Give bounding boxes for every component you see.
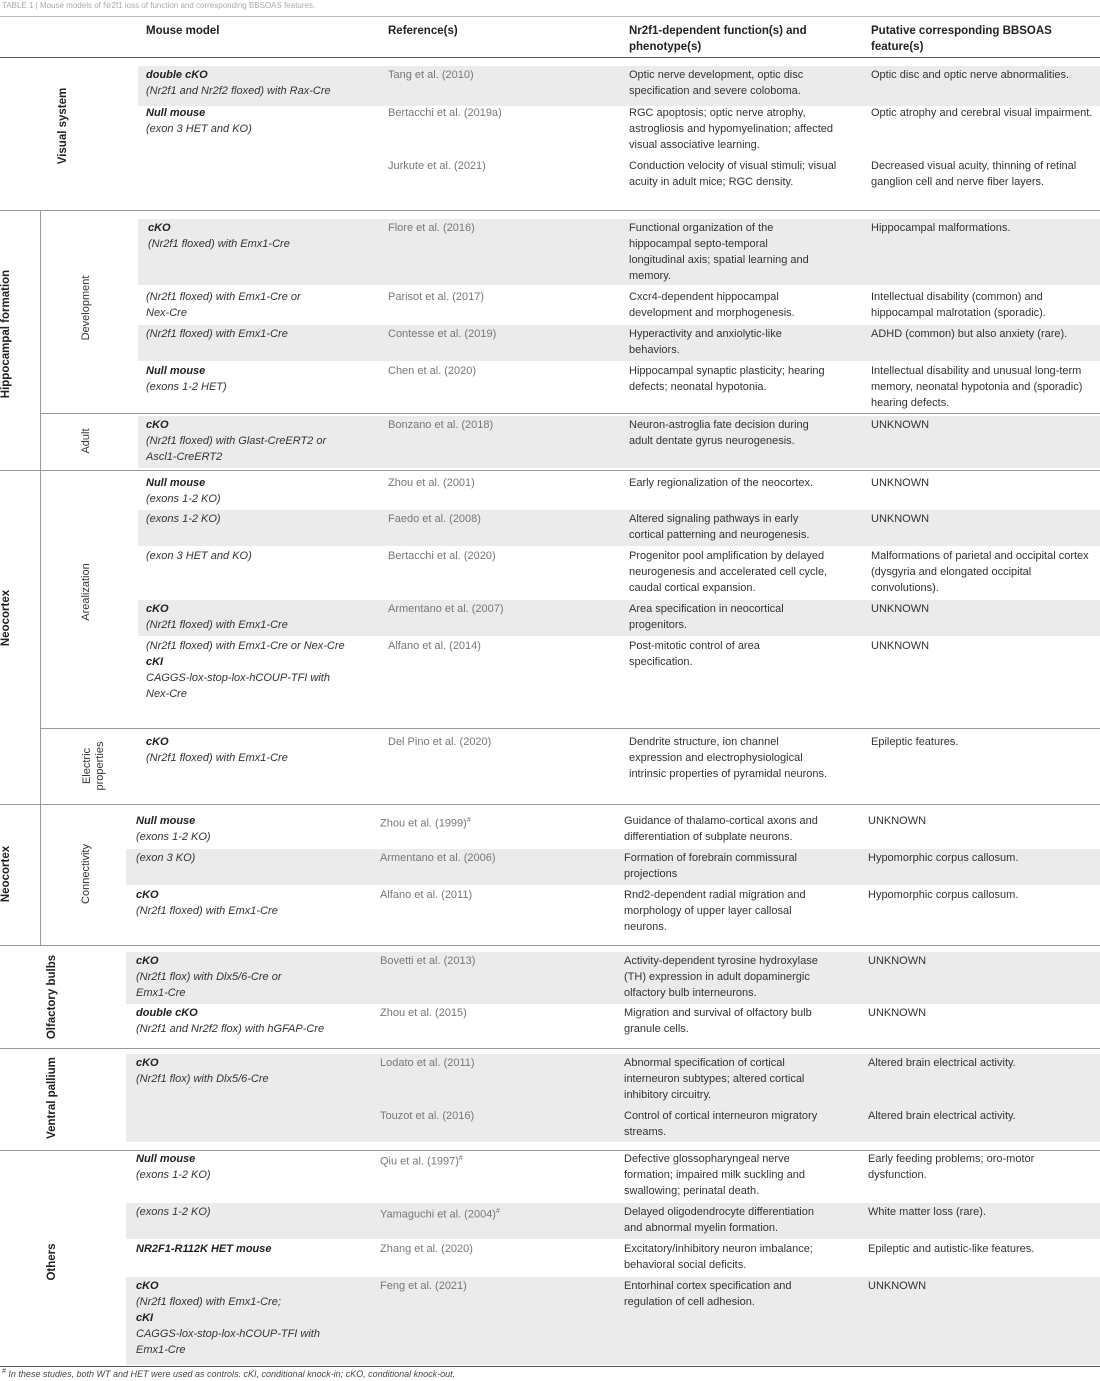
reference-cell: Alfano et al. (2011) bbox=[380, 889, 473, 901]
section-others: Others bbox=[46, 1243, 58, 1281]
subsection-connectivity: Connectivity bbox=[80, 844, 92, 904]
function-cell: Formation of forebrain commissural projections bbox=[624, 852, 798, 880]
model-detail: (exons 1-2 KO) bbox=[136, 1169, 211, 1181]
model-detail: CAGGS-lox-stop-lox-hCOUP-TFI with Nex-Cre bbox=[146, 672, 330, 700]
function-cell: Dendrite structure, ion channel expression and electrophysiological intrinsic properties of pyramidal neurons. bbox=[629, 736, 828, 780]
subsection-adult: Adult bbox=[80, 428, 92, 454]
mouse-model-cell bbox=[146, 601, 376, 633]
feature-cell: UNKNOWN bbox=[871, 477, 930, 489]
section-divider bbox=[0, 945, 1100, 946]
subsection-arealization: Arealization bbox=[80, 563, 92, 621]
reference-cell: Zhou et al. (2001) bbox=[388, 477, 475, 489]
header-feature: Putative corresponding BBSOAS feature(s) bbox=[871, 25, 1052, 53]
mouse-model-cell bbox=[146, 475, 376, 507]
header-references: Reference(s) bbox=[388, 25, 458, 37]
mouse-model-cell bbox=[136, 813, 366, 845]
reference-cell: Armentano et al. (2007) bbox=[388, 603, 504, 615]
mouse-model-cell: (Nr2f1 floxed) with Emx1-Cre bbox=[146, 328, 288, 340]
feature-cell: Decreased visual acuity, thinning of retinal ganglion cell and nerve fiber layers. bbox=[871, 160, 1077, 188]
mouse-model-cell bbox=[146, 363, 376, 395]
section-neocortex: Neocortex bbox=[0, 589, 12, 647]
reference-cell: Touzot et al. (2016) bbox=[380, 1110, 475, 1122]
reference-cell: Chen et al. (2020) bbox=[388, 365, 477, 377]
feature-cell: White matter loss (rare). bbox=[868, 1206, 986, 1218]
section-visual-system: Visual system bbox=[57, 87, 69, 165]
function-cell: Conduction velocity of visual stimuli; visual acuity in adult mice; RGC density. bbox=[629, 160, 837, 188]
feature-cell: Epileptic and autistic-like features. bbox=[868, 1243, 1035, 1255]
reference-cell: Zhou et al. (2015) bbox=[380, 1007, 467, 1019]
footnote-text: In these studies, both WT and HET were used as controls. cKI, conditional knock-in; cKO, conditional knock-out. bbox=[8, 1369, 456, 1379]
model-detail: (Nr2f1 and Nr2f2 floxed) with Rax-Cre bbox=[146, 85, 331, 97]
mouse-model-cell: (exons 1-2 KO) bbox=[136, 1206, 211, 1218]
table-bottom-rule bbox=[0, 1366, 1100, 1367]
footnote-mark: # bbox=[495, 1208, 500, 1215]
function-cell: Entorhinal cortex specification and regulation of cell adhesion. bbox=[624, 1280, 792, 1308]
mouse-model-cell: (Nr2f1 floxed) with Emx1-Cre or Nex-Cre bbox=[146, 291, 301, 319]
reference-cell: Tang et al. (2010) bbox=[388, 69, 474, 81]
function-cell: RGC apoptosis; optic nerve atrophy, astrogliosis and hypomyelination; affected visual associative learning. bbox=[629, 107, 834, 151]
model-type: Null mouse bbox=[136, 1153, 196, 1165]
model-type: cKO bbox=[146, 736, 169, 748]
model-detail: (Nr2f1 and Nr2f2 flox) with hGFAP-Cre bbox=[136, 1023, 325, 1035]
table-header bbox=[0, 16, 1100, 58]
model-detail: (Nr2f1 flox) with Dlx5/6-Cre bbox=[136, 1073, 269, 1085]
section-neocortex-connectivity: Neocortex bbox=[0, 845, 12, 903]
feature-cell: UNKNOWN bbox=[871, 419, 930, 431]
footnote-mark: # bbox=[466, 817, 471, 824]
feature-cell: UNKNOWN bbox=[868, 815, 927, 827]
model-type: Null mouse bbox=[146, 107, 206, 119]
reference-cell: Parisot et al. (2017) bbox=[388, 291, 484, 303]
feature-cell: Early feeding problems; oro-motor dysfunction. bbox=[868, 1153, 1035, 1181]
model-detail: (exons 1-2 HET) bbox=[146, 381, 227, 393]
model-detail: (exons 1-2 KO) bbox=[146, 493, 221, 505]
function-cell: Neuron-astroglia fate decision during adult dentate gyrus neurogenesis. bbox=[629, 419, 809, 447]
feature-cell: UNKNOWN bbox=[871, 513, 930, 525]
reference-cell: Bertacchi et al. (2020) bbox=[388, 550, 496, 562]
mouse-model-cell: (exon 3 HET and KO) bbox=[146, 550, 252, 562]
feature-cell: Intellectual disability (common) and hippocampal malrotation (sporadic). bbox=[871, 291, 1046, 319]
model-detail: (Nr2f1 floxed) with Emx1-Cre bbox=[146, 619, 288, 631]
function-cell: Rnd2-dependent radial migration and morphology of upper layer callosal neurons. bbox=[624, 889, 806, 933]
model-detail: (Nr2f1 floxed) with Emx1-Cre; bbox=[136, 1296, 281, 1308]
model-type: cKO bbox=[136, 889, 159, 901]
model-type: cKI bbox=[146, 656, 164, 668]
function-cell: Guidance of thalamo-cortical axons and differentiation of subplate neurons. bbox=[624, 815, 818, 843]
model-detail: (exons 1-2 KO) bbox=[136, 831, 211, 843]
mouse-model-cell bbox=[146, 638, 356, 702]
mouse-model-cell bbox=[136, 1005, 366, 1037]
vertical-rule bbox=[40, 210, 41, 470]
model-type: Null mouse bbox=[146, 477, 206, 489]
function-cell: Optic nerve development, optic disc specification and severe coloboma. bbox=[629, 69, 804, 97]
model-detail: (Nr2f1 floxed) with Emx1-Cre bbox=[146, 752, 288, 764]
header-function: Nr2f1-dependent function(s) and phenotype(s) bbox=[629, 25, 807, 53]
mouse-model-cell bbox=[146, 67, 376, 99]
function-cell: Hippocampal synaptic plasticity; hearing defects; neonatal hypotonia. bbox=[629, 365, 825, 393]
function-cell: Area specification in neocortical progenitors. bbox=[629, 603, 784, 631]
section-divider bbox=[0, 1048, 1100, 1049]
feature-cell: Optic atrophy and cerebral visual impairment. bbox=[871, 107, 1093, 119]
footnote-mark: # bbox=[2, 1368, 6, 1375]
function-cell: Control of cortical interneuron migratory streams. bbox=[624, 1110, 818, 1138]
model-type: Null mouse bbox=[136, 815, 196, 827]
feature-cell: Malformations of parietal and occipital cortex (dysgyria and elongated occipital convolutions). bbox=[871, 550, 1089, 594]
reference-cell: Bovetti et al. (2013) bbox=[380, 955, 476, 967]
function-cell: Activity-dependent tyrosine hydroxylase (TH) expression in adult dopaminergic olfactory bulb interneurons. bbox=[624, 955, 818, 999]
reference-cell: Bertacchi et al. (2019a) bbox=[388, 107, 502, 119]
section-olfactory-bulbs: Olfactory bulbs bbox=[46, 954, 58, 1040]
section-divider bbox=[0, 804, 1100, 805]
reference-cell: Faedo et al. (2008) bbox=[388, 513, 481, 525]
reference-cell: Alfano et al. (2014) bbox=[388, 640, 481, 652]
feature-cell: Epileptic features. bbox=[871, 736, 959, 748]
model-type: double cKO bbox=[136, 1007, 198, 1019]
model-type: cKO bbox=[148, 222, 171, 234]
feature-cell: UNKNOWN bbox=[868, 1280, 927, 1292]
function-cell: Delayed oligodendrocyte differentiation and abnormal myelin formation. bbox=[624, 1206, 814, 1234]
mouse-model-cell: (exons 1-2 KO) bbox=[146, 513, 221, 525]
subsection-divider bbox=[40, 413, 1100, 414]
feature-cell: UNKNOWN bbox=[871, 640, 930, 652]
feature-cell: UNKNOWN bbox=[868, 955, 927, 967]
feature-cell: Hypomorphic corpus callosum. bbox=[868, 889, 1019, 901]
model-detail: (Nr2f1 floxed) with Emx1-Cre or Nex-Cre bbox=[146, 640, 345, 652]
mouse-model-cell bbox=[146, 105, 376, 137]
mouse-model-cell bbox=[136, 953, 316, 1001]
model-type: cKO bbox=[136, 955, 159, 967]
feature-cell: ADHD (common) but also anxiety (rare). bbox=[871, 328, 1068, 340]
mouse-model-cell bbox=[146, 417, 346, 465]
reference-cell: Feng et al. (2021) bbox=[380, 1280, 467, 1292]
model-type: cKO bbox=[136, 1057, 159, 1069]
function-cell: Post-mitotic control of area specification. bbox=[629, 640, 760, 668]
model-type: NR2F1-R112K HET mouse bbox=[136, 1243, 272, 1255]
reference-cell bbox=[380, 813, 605, 832]
mouse-model-cell bbox=[136, 1151, 366, 1183]
function-cell: Excitatory/inhibitory neuron imbalance; behavioral social deficits. bbox=[624, 1243, 813, 1271]
mouse-model-cell bbox=[136, 1055, 366, 1087]
reference-text: Yamaguchi et al. (2004) bbox=[380, 1208, 496, 1221]
mouse-model-cell bbox=[146, 734, 376, 766]
model-type: cKI bbox=[136, 1312, 154, 1324]
reference-cell: Bonzano et al. (2018) bbox=[388, 419, 494, 431]
function-cell: Abnormal specification of cortical interneuron subtypes; altered cortical inhibitory circuitry. bbox=[624, 1057, 805, 1101]
section-divider bbox=[0, 470, 1100, 471]
mouse-model-cell: (exon 3 KO) bbox=[136, 852, 196, 864]
reference-cell: Lodato et al. (2011) bbox=[380, 1057, 475, 1069]
reference-cell: Zhang et al. (2020) bbox=[380, 1243, 473, 1255]
feature-cell: Hippocampal malformations. bbox=[871, 222, 1011, 234]
section-ventral-pallium: Ventral pallium bbox=[46, 1057, 58, 1139]
function-cell: Progenitor pool amplification by delayed neurogenesis and accelerated cell cycle, caudal cortical expansion. bbox=[629, 550, 828, 594]
mouse-model-cell bbox=[136, 1278, 351, 1358]
reference-cell: Del Pino et al. (2020) bbox=[388, 736, 492, 748]
model-detail: (Nr2f1 floxed) with Emx1-Cre bbox=[136, 905, 278, 917]
reference-text: Qiu et al. (1997) bbox=[380, 1155, 459, 1168]
function-cell: Cxcr4-dependent hippocampal development and morphogenesis. bbox=[629, 291, 795, 319]
model-detail: (Nr2f1 floxed) with Emx1-Cre bbox=[148, 238, 290, 250]
reference-cell: Armentano et al. (2006) bbox=[380, 852, 496, 864]
model-type: cKO bbox=[146, 603, 169, 615]
table-footnote bbox=[2, 1368, 455, 1379]
feature-cell: Altered brain electrical activity. bbox=[868, 1057, 1016, 1069]
feature-cell: Hypomorphic corpus callosum. bbox=[868, 852, 1019, 864]
model-type: Null mouse bbox=[146, 365, 206, 377]
model-type: double cKO bbox=[146, 69, 208, 81]
reference-cell: Flore et al. (2016) bbox=[388, 222, 475, 234]
table-caption: TABLE 1 | Mouse models of Nr2f1 loss of function and corresponding BBSOAS features. bbox=[2, 1, 316, 10]
feature-cell: Altered brain electrical activity. bbox=[868, 1110, 1016, 1122]
subsection-development: Development bbox=[80, 275, 92, 341]
footnote-mark: # bbox=[458, 1155, 463, 1162]
reference-cell bbox=[380, 1151, 605, 1170]
vertical-rule bbox=[40, 804, 41, 945]
function-cell: Functional organization of the hippocampal septo-temporal longitudinal axis; spatial learning and memory. bbox=[629, 222, 809, 282]
header-mouse-model: Mouse model bbox=[146, 25, 220, 37]
mouse-model-cell bbox=[136, 1241, 366, 1257]
model-detail: (Nr2f1 floxed) with Glast-CreERT2 or Ascl1-CreERT2 bbox=[146, 435, 327, 463]
feature-cell: UNKNOWN bbox=[871, 603, 930, 615]
subsection-divider bbox=[40, 728, 1100, 729]
model-detail: (Nr2f1 flox) with Dlx5/6-Cre or Emx1-Cre bbox=[136, 971, 282, 999]
model-detail: CAGGS-lox-stop-lox-hCOUP-TFI with Emx1-Cre bbox=[136, 1328, 320, 1356]
function-cell: Altered signaling pathways in early cortical patterning and neurogenesis. bbox=[629, 513, 810, 541]
feature-cell: Intellectual disability and unusual long-term memory, neonatal hypotonia and (sporadic) hearing defects. bbox=[871, 365, 1083, 409]
function-cell: Early regionalization of the neocortex. bbox=[629, 477, 814, 489]
feature-cell: Optic disc and optic nerve abnormalities. bbox=[871, 69, 1070, 81]
mouse-model-cell bbox=[148, 220, 378, 252]
function-cell: Migration and survival of olfactory bulb granule cells. bbox=[624, 1007, 812, 1035]
reference-cell: Jurkute et al. (2021) bbox=[388, 160, 486, 172]
subsection-electric-properties: Electric properties bbox=[81, 741, 106, 791]
section-divider bbox=[0, 210, 1100, 211]
mouse-model-cell bbox=[136, 887, 366, 919]
model-detail: (exon 3 HET and KO) bbox=[146, 123, 252, 135]
reference-cell: Contesse et al. (2019) bbox=[388, 328, 497, 340]
model-type: cKO bbox=[136, 1280, 159, 1292]
feature-cell: UNKNOWN bbox=[868, 1007, 927, 1019]
function-cell: Hyperactivity and anxiolytic-like behaviors. bbox=[629, 328, 782, 356]
vertical-rule bbox=[40, 470, 41, 804]
reference-text: Zhou et al. (1999) bbox=[380, 817, 467, 830]
reference-cell bbox=[380, 1204, 605, 1223]
model-type: cKO bbox=[146, 419, 169, 431]
function-cell: Defective glossopharyngeal nerve formation; impaired milk suckling and swallowing; perinatal death. bbox=[624, 1153, 805, 1197]
section-hippocampal-formation: Hippocampal formation bbox=[0, 269, 12, 399]
